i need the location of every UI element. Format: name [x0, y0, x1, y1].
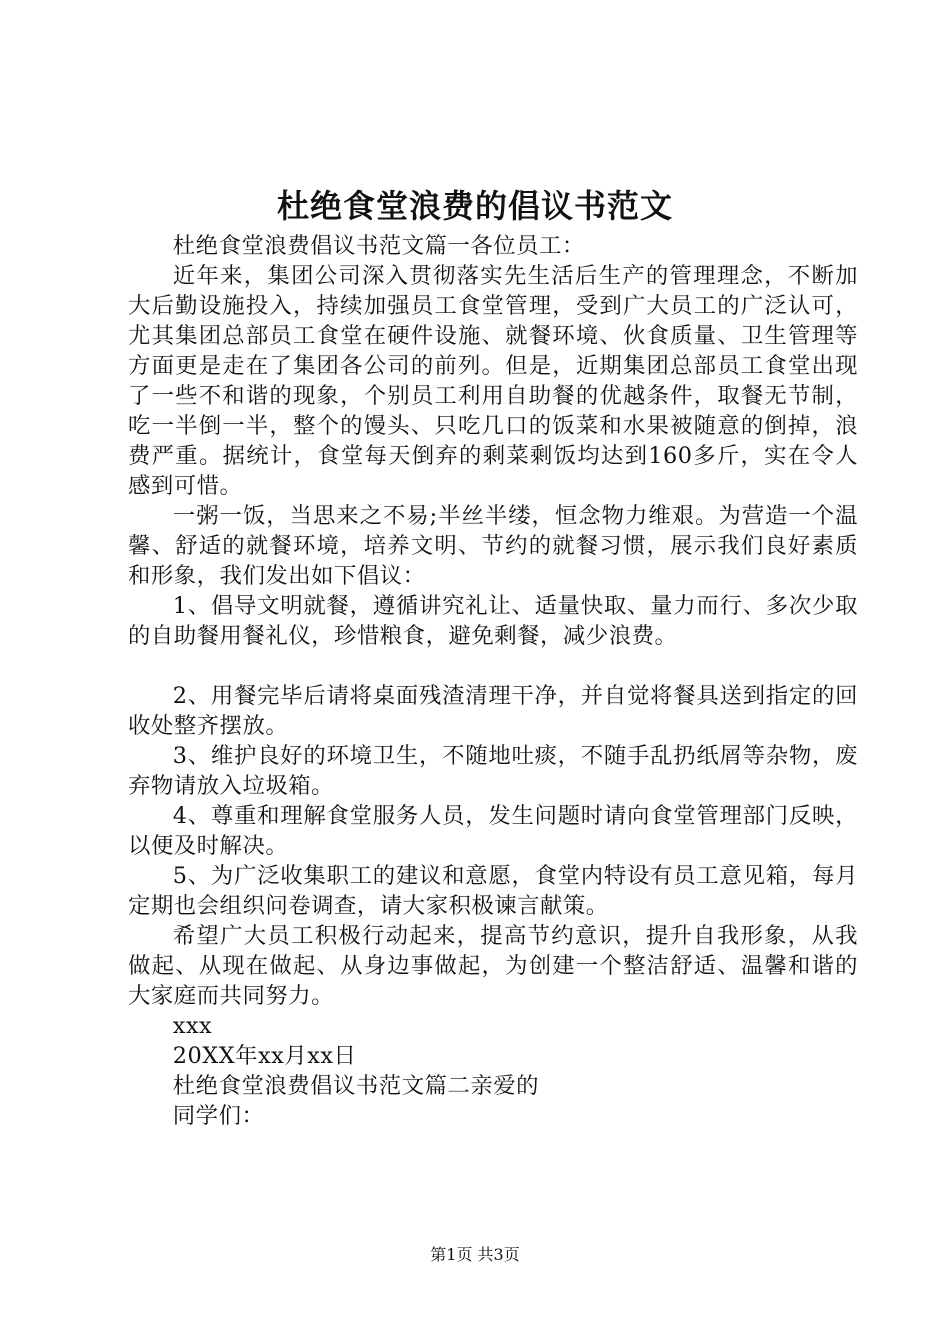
paragraph: 希望广大员工积极行动起来，提高节约意识，提升自我形象，从我做起、从现在做起、从身边事做起，为创建一个整洁舒适、温馨和谐的大家庭而共同努力。: [128, 923, 858, 1009]
page-footer: 第1页 共3页: [430, 1245, 520, 1264]
document-title: 杜绝食堂浪费的倡议书范文: [276, 187, 673, 225]
document-body: [128, 231, 858, 1131]
signature: xxx: [172, 1013, 213, 1039]
paragraph: 同学们：: [172, 1103, 265, 1129]
list-item: 5、为广泛收集职工的建议和意愿，食堂内特设有员工意见箱，每月定期也会组织问卷调查，请大家积极谏言献策。: [128, 863, 858, 919]
paragraph: 近年来，集团公司深入贯彻落实先生活后生产的管理理念，不断加大后勤设施投入，持续加强员工食堂管理，受到广大员工的广泛认可，尤其集团总部员工食堂在硬件设施、就餐环境、伙食质量、卫生管理等方面更是走在了集团各公司的前列。但是，近期集团总部员工食堂出现了一些不和谐的现象，个别员工利用自助餐的优越条件，取餐无节制，吃一半倒一半，整个的馒头、只吃几口的饭菜和水果被随意的倒掉，浪费严重。据统计，食堂每天倒弃的剩菜剩饭均达到160多斤，实在令人感到可惜。: [128, 263, 858, 499]
paragraph-heading: 杜绝食堂浪费倡议书范文篇一各位员工：: [172, 233, 585, 259]
paragraph: 一粥一饭，当思来之不易;半丝半缕，恒念物力维艰。为营造一个温馨、舒适的就餐环境，培养文明、节约的就餐习惯，展示我们良好素质和形象，我们发出如下倡议：: [128, 503, 858, 589]
list-item: 3、维护良好的环境卫生，不随地吐痰，不随手乱扔纸屑等杂物，废弃物请放入垃圾箱。: [128, 743, 858, 799]
paragraph-heading: 杜绝食堂浪费倡议书范文篇二亲爱的: [172, 1073, 540, 1099]
list-item: 2、用餐完毕后请将桌面残渣清理干净，并自觉将餐具送到指定的回收处整齐摆放。: [128, 683, 858, 739]
date: 20XX年xx月xx日: [172, 1043, 357, 1069]
list-item: 1、倡导文明就餐，遵循讲究礼让、适量快取、量力而行、多次少取的自助餐用餐礼仪，珍惜粮食，避免剩餐，减少浪费。: [128, 593, 858, 649]
list-item: 4、尊重和理解食堂服务人员，发生问题时请向食堂管理部门反映，以便及时解决。: [128, 803, 858, 859]
